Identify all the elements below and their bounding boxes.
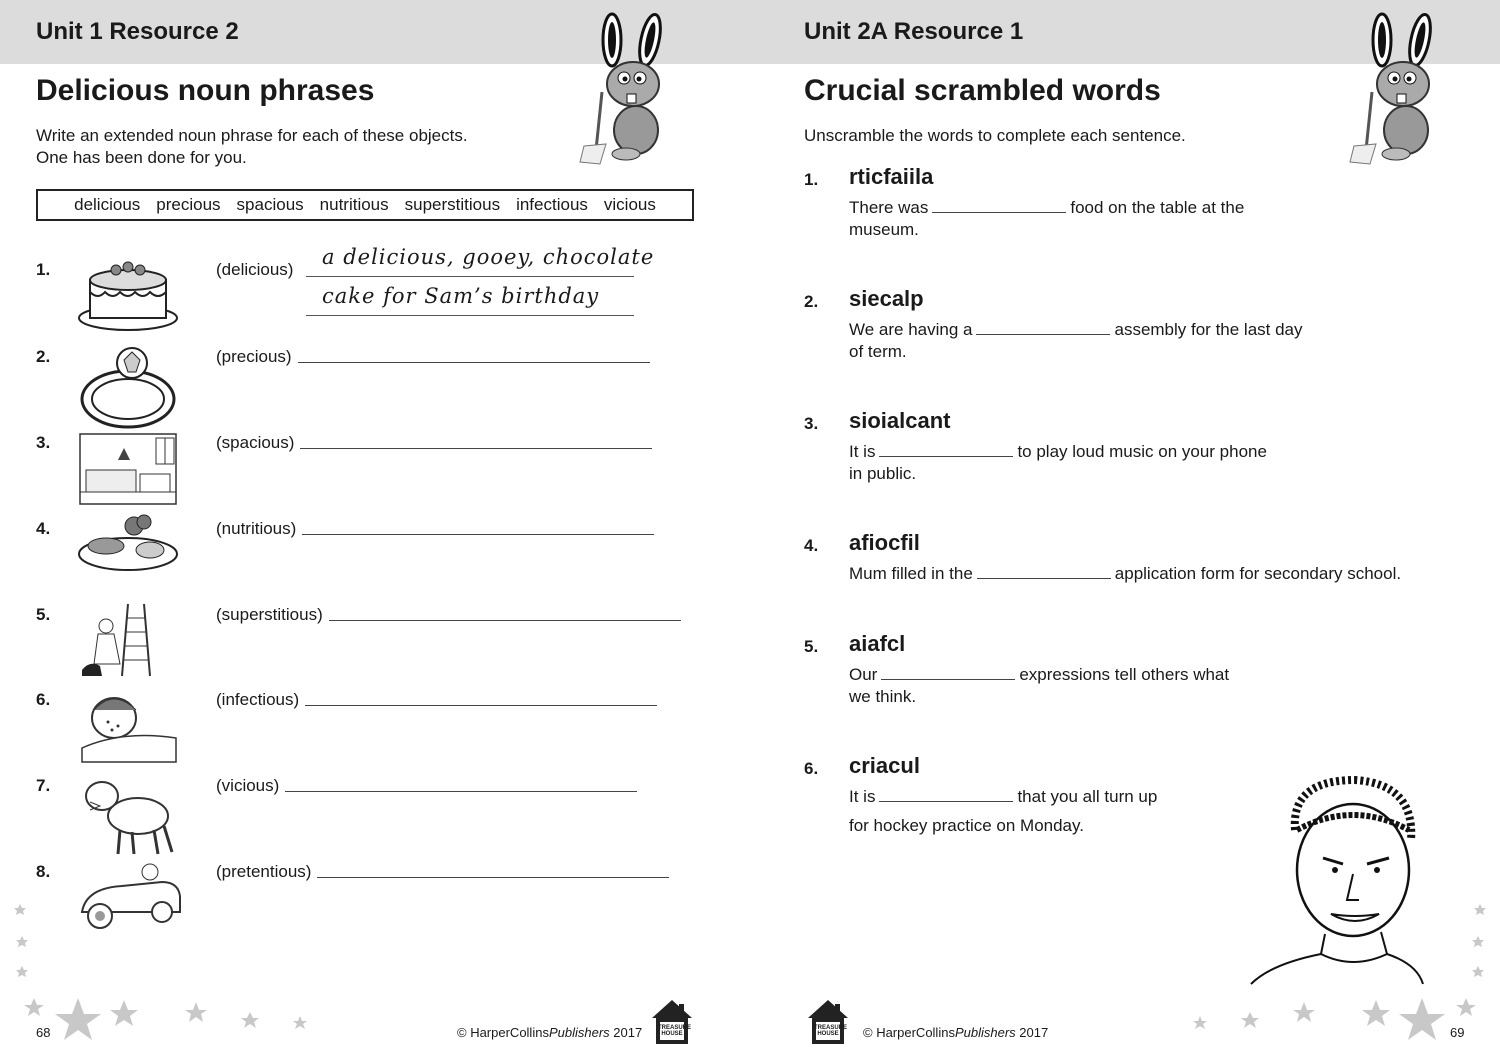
right-unit-title: Unit 2A Resource 1	[804, 18, 1024, 45]
item-label: (delicious)	[216, 260, 294, 279]
sentence-line1	[849, 664, 1229, 686]
rabbit-mascot-icon	[1348, 12, 1448, 167]
sentence-before: It is	[849, 442, 876, 461]
answer-line[interactable]	[298, 362, 650, 363]
item-row-nutritious	[216, 519, 654, 539]
left-page-title: Delicious noun phrases	[36, 74, 375, 107]
answer-line[interactable]	[300, 448, 652, 449]
sentence-before: It is	[849, 787, 876, 806]
room-icon	[78, 430, 180, 506]
star-icon	[185, 1002, 207, 1022]
logo-text: TREASURE HOUSE	[658, 1025, 692, 1037]
star-icon	[16, 936, 28, 947]
star-icon	[241, 1012, 259, 1028]
example-answer-line1: a delicious, gooey, chocolate	[322, 245, 655, 269]
copyright-year: 2017	[609, 1025, 643, 1040]
scrambled-word: sioialcant	[849, 408, 951, 433]
stars-decoration-right	[1160, 890, 1500, 1050]
sick-child-icon	[78, 688, 180, 764]
sentence-line1	[849, 786, 1157, 808]
sentence-line2: in public.	[849, 464, 917, 483]
item-number: 1.	[36, 260, 51, 279]
item-label: (spacious)	[216, 433, 295, 452]
word-bank	[36, 189, 694, 221]
answer-line[interactable]	[305, 705, 657, 706]
copyright-prefix: © HarperCollins	[457, 1025, 549, 1040]
scrambled-word: rticfaiila	[849, 164, 934, 189]
item-row-infectious	[216, 690, 657, 710]
item-number: 3.	[804, 414, 819, 433]
ring-icon	[78, 345, 182, 431]
sentence-line1	[849, 563, 1401, 585]
food-plate-icon	[76, 512, 180, 574]
right-instruction: Unscramble the words to complete each sentence.	[804, 126, 1186, 145]
sentence-after: food on the table at the	[1070, 198, 1245, 217]
scrambled-word: criacul	[849, 753, 920, 778]
rabbit-mascot-icon	[578, 12, 678, 167]
item-number: 5.	[804, 637, 819, 656]
item-number: 5.	[36, 605, 51, 624]
answer-line[interactable]	[285, 791, 637, 792]
item-row-precious	[216, 347, 650, 367]
star-icon	[1293, 1002, 1315, 1022]
stars-decoration-left	[0, 890, 340, 1050]
item-label: (superstitious)	[216, 605, 323, 624]
item-row-pretentious	[216, 862, 669, 882]
word-bank-item: vicious	[603, 195, 656, 214]
item-row-vicious	[216, 776, 637, 796]
copyright-left	[457, 1025, 642, 1040]
sentence-line2: of term.	[849, 342, 907, 361]
sentence-before: We are having a	[849, 320, 973, 339]
star-icon	[1456, 998, 1476, 1016]
answer-line[interactable]	[317, 877, 669, 878]
word-bank-item: delicious	[74, 195, 141, 214]
item-number: 2.	[36, 347, 51, 366]
star-icon	[1472, 936, 1484, 947]
answer-line[interactable]	[302, 534, 654, 535]
treasure-house-logo	[804, 998, 852, 1046]
star-icon	[1193, 1016, 1207, 1029]
word-bank-item: precious	[156, 195, 221, 214]
right-page-title: Crucial scrambled words	[804, 74, 1161, 107]
star-icon	[293, 1016, 307, 1029]
page-number-right: 69	[1450, 1025, 1465, 1040]
logo-text: TREASURE HOUSE	[814, 1025, 848, 1037]
star-icon	[1362, 1000, 1390, 1026]
scrambled-word: aiafcl	[849, 631, 906, 656]
sentence-line1	[849, 441, 1267, 463]
left-instruction-line1: Write an extended noun phrase for each of these objects.	[36, 126, 468, 145]
sentence-line2: for hockey practice on Monday.	[849, 816, 1084, 835]
answer-blank[interactable]	[932, 198, 1066, 213]
item-number: 1.	[804, 170, 819, 189]
star-icon	[1399, 998, 1445, 1040]
answer-line	[306, 315, 634, 316]
star-icon	[16, 966, 28, 977]
sentence-line2: museum.	[849, 220, 919, 239]
example-answer-line2: cake for Sam’s birthday	[322, 284, 600, 308]
item-label: (vicious)	[216, 776, 280, 795]
word-bank-item: superstitious	[404, 195, 501, 214]
answer-blank[interactable]	[879, 787, 1013, 802]
item-number: 3.	[36, 433, 51, 452]
scrambled-word: afiocfil	[849, 530, 920, 555]
star-icon	[1241, 1012, 1259, 1028]
star-icon	[110, 1000, 138, 1026]
item-number: 6.	[804, 759, 819, 778]
item-row-spacious	[216, 433, 652, 453]
sentence-after: application form for secondary school.	[1114, 564, 1402, 583]
sentence-after: assembly for the last day	[1114, 320, 1303, 339]
word-bank-item: spacious	[236, 195, 304, 214]
copyright-prefix: © HarperCollins	[863, 1025, 955, 1040]
item-label: (pretentious)	[216, 862, 312, 881]
sentence-after: expressions tell others what	[1019, 665, 1230, 684]
scrambled-word: siecalp	[849, 286, 924, 311]
item-number: 4.	[36, 519, 51, 538]
star-icon	[24, 998, 44, 1016]
answer-line	[306, 276, 634, 277]
ladder-cat-icon	[78, 600, 180, 680]
answer-blank[interactable]	[879, 442, 1013, 457]
sentence-before: There was	[849, 198, 929, 217]
sentence-line1	[849, 197, 1244, 219]
star-icon	[14, 904, 26, 915]
copyright-italic: Publishers	[954, 1025, 1016, 1040]
left-unit-title: Unit 1 Resource 2	[36, 18, 239, 45]
item-label: (precious)	[216, 347, 292, 366]
sentence-line1	[849, 319, 1303, 341]
answer-blank[interactable]	[976, 320, 1110, 335]
sentence-before: Our	[849, 665, 878, 684]
sentence-line2: we think.	[849, 687, 917, 706]
item-label: (infectious)	[216, 690, 300, 709]
dog-icon	[78, 772, 180, 856]
sentence-before: Mum filled in the	[849, 564, 973, 583]
treasure-house-logo	[648, 998, 696, 1046]
item-number: 6.	[36, 690, 51, 709]
item-number: 4.	[804, 536, 819, 555]
star-icon	[1472, 966, 1484, 977]
word-bank-item: infectious	[516, 195, 588, 214]
sentence-after: that you all turn up	[1017, 787, 1158, 806]
item-number: 8.	[36, 862, 51, 881]
answer-blank[interactable]	[881, 665, 1015, 680]
answer-blank[interactable]	[977, 564, 1111, 579]
page-number-left: 68	[36, 1025, 51, 1040]
copyright-year: 2017	[1015, 1025, 1049, 1040]
star-icon	[1474, 904, 1486, 915]
item-number: 2.	[804, 292, 819, 311]
word-bank-item: nutritious	[319, 195, 389, 214]
answer-line[interactable]	[329, 620, 681, 621]
copyright-italic: Publishers	[548, 1025, 610, 1040]
item-number: 7.	[36, 776, 51, 795]
cake-icon	[76, 258, 180, 334]
copyright-right	[863, 1025, 1048, 1040]
item-label: (nutritious)	[216, 519, 297, 538]
left-instruction-line2: One has been done for you.	[36, 148, 247, 167]
star-icon	[55, 998, 101, 1040]
sentence-after: to play loud music on your phone	[1017, 442, 1267, 461]
item-row-superstitious	[216, 605, 681, 625]
